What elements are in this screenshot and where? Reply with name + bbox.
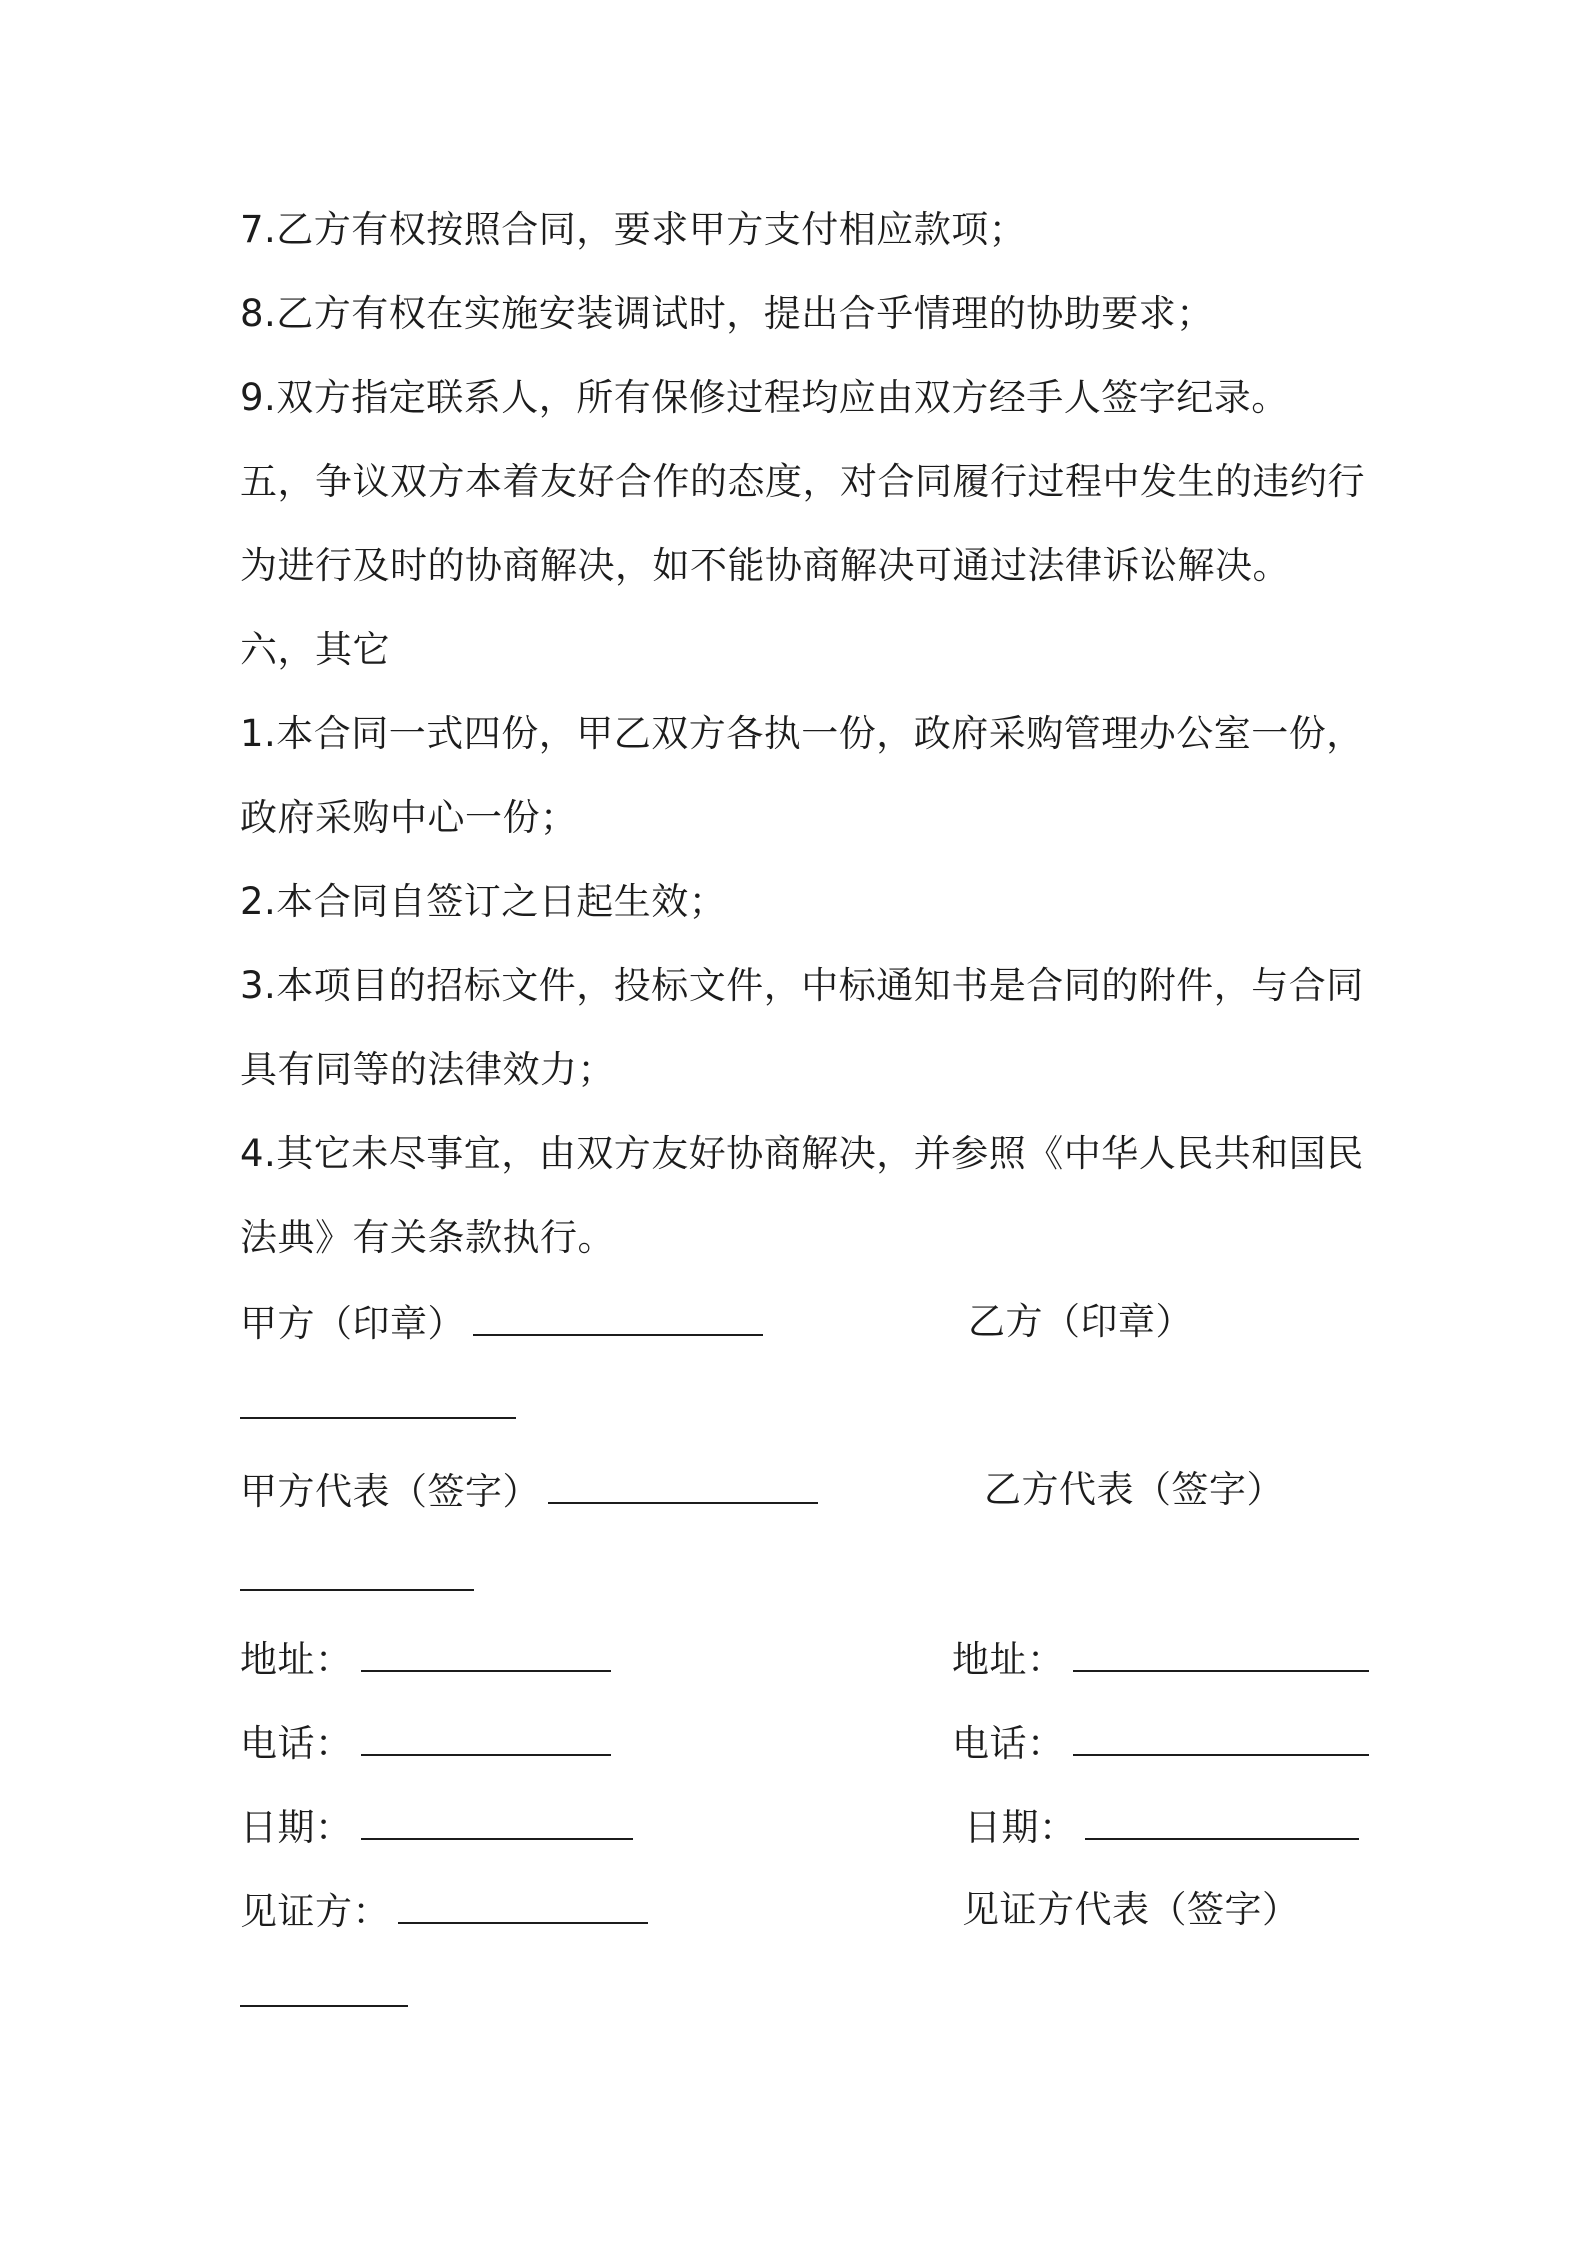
witness-row <box>240 1886 648 1936</box>
section-5-line-1: 五，争议双方本着友好合作的态度，对合同履行过程中发生的违约行 <box>240 460 1365 503</box>
section-6-item-1-line-1: 1.本合同一式四份，甲乙双方各执一份，政府采购管理办公室一份， <box>240 712 1364 755</box>
address-b-blank[interactable] <box>1073 1634 1369 1672</box>
clause-7: 7.乙方有权按照合同，要求甲方支付相应款项； <box>240 208 1027 251</box>
clause-8: 8.乙方有权在实施安装调试时，提出合乎情理的协助要求； <box>240 292 1214 335</box>
date-b-row <box>964 1802 1359 1852</box>
date-a-label: 日期： <box>240 1806 353 1849</box>
date-b-label: 日期： <box>964 1806 1077 1849</box>
party-a-rep-blank[interactable] <box>548 1466 818 1504</box>
clause-9: 9.双方指定联系人，所有保修过程均应由双方经手人签字纪录。 <box>240 376 1289 419</box>
phone-b-label: 电话： <box>952 1722 1065 1765</box>
address-a-row <box>240 1634 611 1684</box>
party-a-rep-row <box>240 1466 818 1516</box>
party-b-rep-blank[interactable] <box>240 1589 474 1591</box>
witness-blank[interactable] <box>398 1886 648 1924</box>
party-b-seal-label: 乙方（印章） <box>968 1300 1193 1343</box>
party-a-rep-label: 甲方代表（签字） <box>240 1470 540 1513</box>
party-b-seal-blank[interactable] <box>240 1417 516 1419</box>
phone-a-blank[interactable] <box>361 1718 611 1756</box>
phone-a-label: 电话： <box>240 1722 353 1765</box>
address-b-label: 地址： <box>952 1638 1065 1681</box>
party-a-seal-label: 甲方（印章） <box>240 1302 465 1345</box>
party-a-seal-row <box>240 1298 763 1348</box>
section-6-item-3-line-2: 具有同等的法律效力； <box>240 1048 615 1091</box>
section-5-line-2: 为进行及时的协商解决，如不能协商解决可通过法律诉讼解决。 <box>240 544 1290 587</box>
section-6-item-4-line-2: 法典》有关条款执行。 <box>240 1216 615 1259</box>
section-6-item-1-line-2: 政府采购中心一份； <box>240 796 578 839</box>
phone-b-row <box>952 1718 1369 1768</box>
address-b-row <box>952 1634 1369 1684</box>
section-6-title: 六，其它 <box>240 628 390 671</box>
address-a-label: 地址： <box>240 1638 353 1681</box>
address-a-blank[interactable] <box>361 1634 611 1672</box>
date-a-row <box>240 1802 633 1852</box>
date-a-blank[interactable] <box>361 1802 633 1840</box>
section-6-item-4-line-1: 4.其它未尽事宜，由双方友好协商解决，并参照《中华人民共和国民 <box>240 1132 1364 1175</box>
section-6-item-2: 2.本合同自签订之日起生效； <box>240 880 727 923</box>
witness-rep-blank[interactable] <box>240 2005 408 2007</box>
phone-b-blank[interactable] <box>1073 1718 1369 1756</box>
date-b-blank[interactable] <box>1085 1802 1359 1840</box>
witness-rep-label: 见证方代表（签字） <box>962 1888 1300 1931</box>
section-6-item-3-line-1: 3.本项目的招标文件，投标文件，中标通知书是合同的附件，与合同 <box>240 964 1364 1007</box>
witness-label: 见证方： <box>240 1890 390 1933</box>
phone-a-row <box>240 1718 611 1768</box>
party-b-rep-label: 乙方代表（签字） <box>984 1468 1284 1511</box>
party-a-seal-blank[interactable] <box>473 1298 763 1336</box>
